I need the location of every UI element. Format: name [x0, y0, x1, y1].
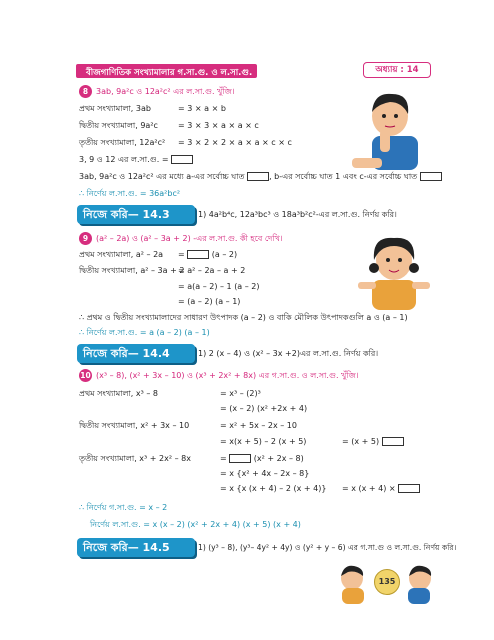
line: ∴ প্রথম ও দ্বিতীয় সংখ্যামালাদের সাধারণ উৎপাদক (a – 2) ও বাকি মৌলিক উৎপাদকগুলি a ও (a – 1)	[79, 313, 408, 322]
answer-box	[382, 437, 404, 446]
nije-kori-label: নিজে করি— 14.4	[77, 344, 195, 363]
line: = (x² + 2x – 8)	[220, 454, 304, 463]
answer-box	[420, 172, 442, 181]
nije-kori-label: নিজে করি— 14.5	[77, 538, 195, 557]
line: = x³ – (2)³	[220, 389, 261, 398]
topic-banner	[76, 64, 257, 78]
line: = x {x (x + 4) – 2 (x + 4)}	[220, 484, 327, 493]
line: প্রথম সংখ্যামালা, x³ – 8	[79, 389, 159, 398]
example-number: 8	[79, 85, 92, 98]
line: প্রথম সংখ্যামালা, 3ab	[79, 104, 151, 113]
line: = x (x + 4) ×	[342, 484, 420, 494]
answer-line: নির্ণেয় ল.সা.গু. = x (x – 2) (x² + 2x + 4) (x + 5) (x + 4)	[90, 520, 301, 529]
exercise-text: 1) 2 (x – 4) ও (x² – 3x +2)এর ল.সা.গু. নির্ণয় করি।	[198, 349, 379, 358]
line: = x(x + 5) – 2 (x + 5)	[220, 437, 307, 446]
page-number: 135	[374, 569, 400, 595]
line: = (a – 2) (a – 1)	[178, 297, 241, 306]
answer-line: ∴ নির্ণেয় ল.সা.গু. = a (a – 2) (a – 1)	[79, 328, 210, 337]
line: দ্বিতীয় সংখ্যামালা, a² – 3a + 2	[79, 266, 185, 275]
exercise-text: 1) (y³ – 8), (y³– 4y² + 4y) ও (y² + y – 6) এর গ.সা.গু ও ল.সা.গু. নির্ণয় করি।	[198, 543, 457, 552]
chapter-label: অধ্যায় : 14	[363, 62, 431, 78]
example-number: 10	[80, 371, 91, 380]
line: = 3 × 2 × 2 × a × a × c × c	[178, 138, 292, 147]
exercise-text: 1) 4a²b⁴c, 12a³bc³ ও 18a³b²c²-এর ল.সা.গু. নির্ণয় করি।	[198, 210, 397, 219]
answer-box	[247, 172, 269, 181]
example-title: 3ab, 9a²c ও 12a²c² এর ল.সা.গু. খুঁজি।	[96, 87, 235, 96]
line: = (x – 2) (x² +2x + 4)	[220, 404, 308, 413]
answer-box	[398, 484, 420, 493]
line: = 3 × a × b	[178, 104, 226, 113]
answer-box	[187, 250, 209, 259]
example-title: (x³ – 8), (x² + 3x – 10) ও (x³ + 2x² + 8x) এর গ.সা.গু. ও ল.সা.গু. খুঁজি।	[96, 371, 359, 380]
example-number: 9	[79, 232, 92, 245]
answer-box	[229, 454, 251, 463]
answer-line: ∴ নির্ণেয় ল.সা.গু. = 36a²bc²	[79, 189, 181, 198]
line: দ্বিতীয় সংখ্যামালা, x² + 3x – 10	[79, 421, 190, 430]
line: = a(a – 2) – 1 (a – 2)	[178, 282, 260, 291]
line: = x² + 5x – 2x – 10	[220, 421, 297, 430]
line: দ্বিতীয় সংখ্যামালা, 9a²c	[79, 121, 158, 130]
answer-box	[171, 155, 193, 164]
girl-illustration	[354, 230, 434, 310]
answer-line: ∴ নির্ণেয় গ.সা.গু. = x – 2	[79, 503, 168, 512]
line: 3, 9 ও 12 এর ল.সা.গু. =	[79, 155, 193, 165]
line: = 3 × 3 × a × a × c	[178, 121, 259, 130]
example-title: (a² – 2a) ও (a² – 3a + 2) -এর ল.সা.গু. কী হবে দেখি।	[96, 234, 283, 243]
line: = a² – 2a – a + 2	[178, 266, 246, 275]
topic-title: বীজগাণিতিক সংখ্যামালার গ.সা.গু. ও ল.সা.গু.	[86, 68, 253, 78]
line: প্রথম সংখ্যামালা, a² – 2a	[79, 250, 164, 259]
line: তৃতীয় সংখ্যামালা, x³ + 2x² – 8x	[79, 454, 191, 463]
thinking-boy-illustration	[352, 84, 432, 170]
line: = (x + 5)	[342, 437, 404, 447]
line: তৃতীয় সংখ্যামালা, 12a²c²	[79, 138, 166, 147]
line: = (a – 2)	[178, 250, 238, 259]
nije-kori-label: নিজে করি— 14.3	[77, 205, 195, 224]
line: 3ab, 9a²c ও 12a²c² এর মধ্যে a-এর সর্বোচ্চ ঘাত , b-এর সর্বোচ্চ ঘাত 1 এবং c-এর সর্বোচ্চ ঘাত	[79, 172, 442, 182]
line: = x {x² + 4x – 2x – 8}	[220, 469, 310, 478]
